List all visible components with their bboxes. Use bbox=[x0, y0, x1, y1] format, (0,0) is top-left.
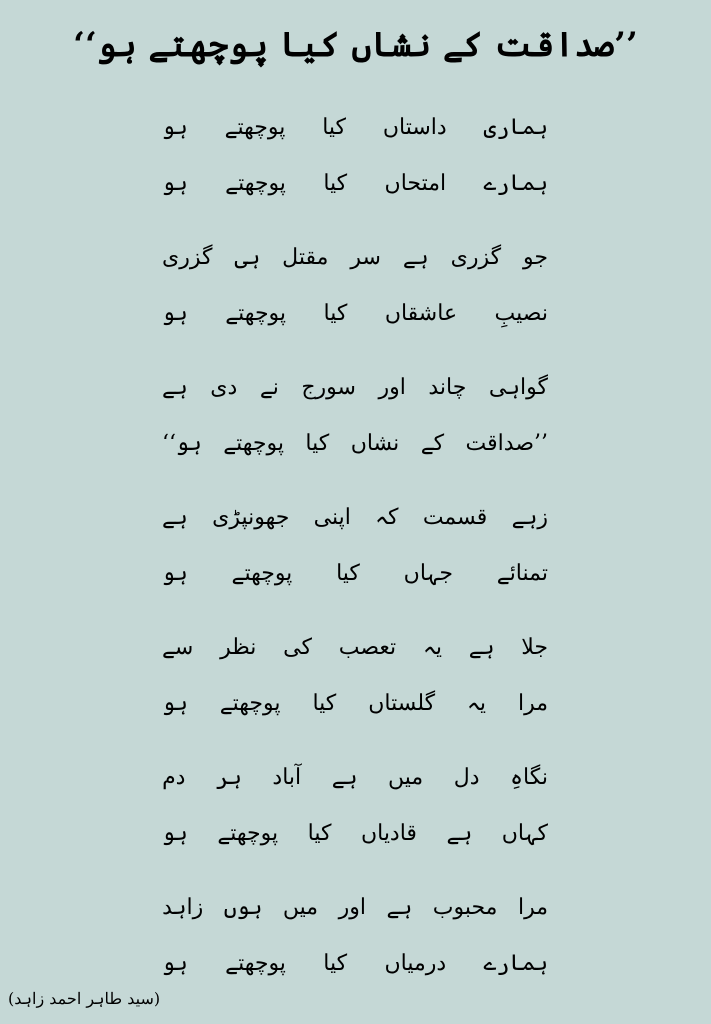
poem-word: جو bbox=[523, 245, 548, 270]
poem-word: تعصب bbox=[338, 635, 397, 660]
poem-word: اپنی bbox=[313, 505, 351, 530]
poem-word: گلستاں bbox=[368, 691, 436, 716]
poem-word: جہاں bbox=[403, 561, 454, 586]
poem-line bbox=[162, 240, 548, 276]
poem-word: کیا bbox=[312, 691, 337, 716]
poem-word: ہو bbox=[162, 561, 188, 586]
poem-word: ہمارے bbox=[483, 171, 548, 196]
poem-word: جلا bbox=[521, 635, 548, 660]
poem-word: درمیاں bbox=[384, 951, 447, 976]
poem-word: ہماری bbox=[483, 115, 548, 140]
stanza bbox=[162, 110, 548, 202]
poet-signature: (سید طاہر احمد زاہد) bbox=[8, 989, 161, 1008]
poem-word: ہو bbox=[162, 115, 188, 140]
poem-word: دی bbox=[210, 375, 238, 400]
poem-word: دم bbox=[162, 765, 186, 790]
poem-word: مرا bbox=[517, 895, 548, 920]
poem-word: محبوب bbox=[432, 895, 498, 920]
poem-line bbox=[162, 500, 548, 536]
poem-word: ہر bbox=[216, 765, 242, 790]
poem-word: کہ bbox=[375, 505, 399, 530]
poem-word: نگاہِ bbox=[510, 765, 548, 790]
poem-word: ہے bbox=[386, 895, 413, 920]
poem-word: پوچھتے bbox=[219, 691, 281, 716]
poem-word: قسمت bbox=[422, 505, 488, 530]
poem-word: ہو bbox=[162, 951, 188, 976]
poem-word: ہے bbox=[402, 245, 429, 270]
poem-word: سورج bbox=[301, 375, 356, 400]
poem-line bbox=[162, 110, 548, 146]
poem-word: پوچھتے bbox=[223, 431, 284, 456]
poem-word: ہوں bbox=[223, 895, 263, 920]
poem-word: جھونپڑی bbox=[212, 505, 290, 530]
poem-word: یہ bbox=[467, 691, 487, 716]
poem-word: مرا bbox=[517, 691, 548, 716]
poem-line bbox=[162, 166, 548, 202]
poem-word: ہو bbox=[162, 821, 188, 846]
poem-word: اور bbox=[338, 895, 366, 920]
poem-title: ’’صداقت کے نشاں کیا پوچھتے ہو‘‘ bbox=[73, 25, 638, 65]
poem-word: پوچھتے bbox=[231, 561, 293, 586]
poem-word: کیا bbox=[305, 431, 330, 456]
poem-line bbox=[162, 816, 548, 852]
stanza bbox=[162, 500, 548, 592]
poem-word: کیا bbox=[307, 821, 332, 846]
poem-word: پوچھتے bbox=[225, 301, 287, 326]
poem-line bbox=[162, 370, 548, 406]
poem-word: ہے bbox=[331, 765, 358, 790]
poem-word: ہے bbox=[468, 635, 495, 660]
poem-word: پوچھتے bbox=[224, 115, 286, 140]
poem-word: قادیاں bbox=[360, 821, 417, 846]
poem-word: اور bbox=[378, 375, 406, 400]
poem-word: کیا bbox=[322, 115, 347, 140]
poem-word: امتحاں bbox=[384, 171, 447, 196]
poem-word: کیا bbox=[323, 171, 348, 196]
poem-word: گزری bbox=[162, 245, 213, 270]
poem-word: پوچھتے bbox=[225, 951, 286, 976]
poem-word: کیا bbox=[336, 561, 360, 586]
poem-word: ہمارے bbox=[483, 951, 548, 976]
poem-word: سے bbox=[162, 635, 194, 660]
poem-word: میں bbox=[282, 895, 319, 920]
poem-word: نظر bbox=[220, 635, 257, 660]
poem-line bbox=[162, 296, 548, 332]
poem-word: گزری bbox=[450, 245, 502, 270]
poem-word: کہاں bbox=[501, 821, 548, 846]
poem-word: ہے bbox=[446, 821, 473, 846]
poem-word: ہے bbox=[162, 505, 188, 530]
poem-word: نشاں bbox=[350, 431, 400, 456]
poem-word: زاہد bbox=[162, 895, 204, 920]
stanza bbox=[162, 890, 548, 982]
poem-word: ہو bbox=[162, 171, 188, 196]
poem-word: دل bbox=[453, 765, 480, 790]
poem-word: داستاں bbox=[382, 115, 447, 140]
poem-word: پوچھتے bbox=[225, 171, 286, 196]
poem-word: مقتل bbox=[282, 245, 329, 270]
stanza bbox=[162, 370, 548, 462]
poem-word: ’’صداقت bbox=[465, 431, 548, 456]
poem-word: ہو bbox=[162, 691, 188, 716]
poem-word: سر bbox=[350, 245, 381, 270]
poem-word: ہے bbox=[162, 375, 188, 400]
stanza bbox=[162, 760, 548, 852]
poem-word: زہے bbox=[511, 505, 548, 530]
poem-line bbox=[162, 946, 548, 982]
poem-line bbox=[162, 556, 548, 592]
poem-word: تمنائے bbox=[496, 561, 548, 586]
poem-word: یہ bbox=[422, 635, 442, 660]
poem-word: گواہی bbox=[488, 375, 548, 400]
poem-word: آباد bbox=[272, 765, 302, 790]
poem-word: کی bbox=[283, 635, 312, 660]
poem-word: کے bbox=[420, 431, 445, 456]
poem-word: چاند bbox=[428, 375, 467, 400]
poem-word: عاشقاں bbox=[384, 301, 458, 326]
poem-word: پوچھتے bbox=[217, 821, 279, 846]
poem-line bbox=[162, 686, 548, 722]
poem-word: ہو‘‘ bbox=[162, 431, 202, 456]
poem-line bbox=[162, 426, 548, 462]
poem-line bbox=[162, 760, 548, 796]
poem-word: نصیبِ bbox=[494, 301, 548, 326]
poem-word: ہی bbox=[234, 245, 261, 270]
poem-body bbox=[162, 110, 548, 1020]
poem-line bbox=[162, 630, 548, 666]
poem-word: نے bbox=[259, 375, 279, 400]
stanza bbox=[162, 240, 548, 332]
poem-word: کیا bbox=[323, 301, 348, 326]
poem-word: کیا bbox=[323, 951, 348, 976]
poem-word: میں bbox=[388, 765, 424, 790]
poem-word: ہو bbox=[162, 301, 188, 326]
poem-line bbox=[162, 890, 548, 926]
stanza bbox=[162, 630, 548, 722]
